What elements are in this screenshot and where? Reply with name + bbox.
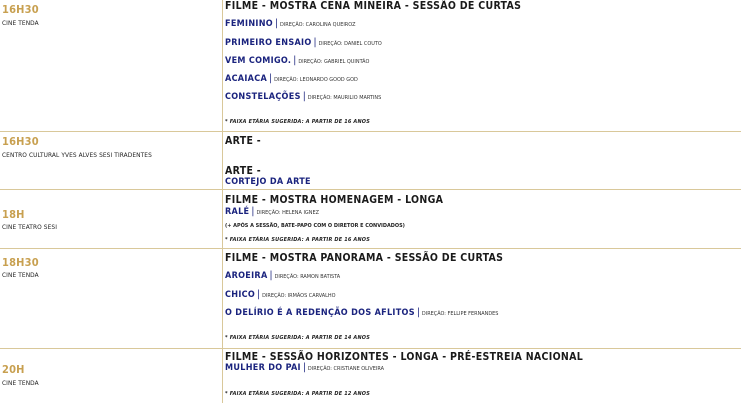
film-title-link[interactable]: VEM COMIGO. <box>225 56 292 66</box>
event-title-link[interactable]: CORTEJO DA ARTE <box>225 177 311 187</box>
session-time: 16H30 <box>2 135 39 148</box>
film-credit: DIREÇÃO: IRMÃOS CARVALHO <box>262 293 336 299</box>
film-title-link[interactable]: CHICO <box>225 290 256 300</box>
event-extra-note: (+ APÓS A SESSÃO, BATE-PAPO COM O DIRETOR E CONVIDADOS) <box>225 223 405 229</box>
session-heading: FILME - MOSTRA CENA MINEIRA - SESSÃO DE CURTAS <box>225 0 522 12</box>
session-time: 16H30 <box>2 3 39 16</box>
film-title-link[interactable]: AROEIRA <box>225 271 268 281</box>
session-time: 20H <box>2 363 25 376</box>
film-credit: DIREÇÃO: CAROLINA QUEIROZ <box>280 22 356 28</box>
session-heading: ARTE - <box>225 135 262 147</box>
session-heading: FILME - MOSTRA HOMENAGEM - LONGA <box>225 194 444 206</box>
schedule-row <box>0 132 741 190</box>
film-title-link[interactable]: ACAIACA <box>225 74 268 84</box>
film-title-link[interactable]: RALÉ <box>225 207 250 217</box>
film-entry: CONSTELAÇÕES | DIREÇÃO: MAURILIO MARTINS <box>225 91 382 102</box>
session-heading: FILME - SESSÃO HORIZONTES - LONGA - PRÉ-ESTREIA NACIONAL <box>225 351 584 363</box>
film-credit: DIREÇÃO: DANIEL COUTO <box>318 41 382 47</box>
film-credit: DIREÇÃO: MAURILIO MARTINS <box>307 95 382 101</box>
film-title-link[interactable]: O DELÍRIO É A REDENÇÃO DOS AFLITOS <box>225 308 415 318</box>
film-credit: DIREÇÃO: FELLIPE FERNANDES <box>421 311 499 317</box>
session-venue: CINE TENDA <box>2 271 39 279</box>
film-credit: DIREÇÃO: RAMON BATISTA <box>274 274 341 280</box>
film-title-link[interactable]: FEMININO <box>225 19 273 29</box>
schedule-row <box>0 0 741 132</box>
session-heading: ARTE - <box>225 165 262 177</box>
schedule-row <box>0 190 741 249</box>
session-venue: CENTRO CULTURAL YVES ALVES SESI TIRADENTES <box>2 151 152 159</box>
session-venue: CINE TENDA <box>2 19 39 27</box>
film-title-link[interactable]: CONSTELAÇÕES <box>225 92 301 102</box>
age-rating-note: * FAIXA ETÁRIA SUGERIDA: A PARTIR DE 12 ANOS <box>225 391 370 397</box>
session-time: 18H <box>2 208 25 221</box>
film-entry: VEM COMIGO. | DIREÇÃO: GABRIEL QUINTÃO <box>225 55 370 66</box>
schedule-row <box>0 249 741 349</box>
film-title-link[interactable]: PRIMEIRO ENSAIO <box>225 38 312 48</box>
film-entry: FEMININO | DIREÇÃO: CAROLINA QUEIROZ <box>225 18 356 29</box>
age-rating-note: * FAIXA ETÁRIA SUGERIDA: A PARTIR DE 16 ANOS <box>225 119 370 125</box>
schedule-row <box>0 349 741 403</box>
film-credit: DIREÇÃO: GABRIEL QUINTÃO <box>298 59 370 65</box>
age-rating-note: * FAIXA ETÁRIA SUGERIDA: A PARTIR DE 16 ANOS <box>225 237 370 243</box>
film-entry: RALÉ | DIREÇÃO: HELENA IGNEZ <box>225 206 319 217</box>
film-entry: PRIMEIRO ENSAIO | DIREÇÃO: DANIEL COUTO <box>225 37 382 48</box>
session-venue: CINE TENDA <box>2 379 39 387</box>
session-time: 18H30 <box>2 256 39 269</box>
session-venue: CINE TEATRO SESI <box>2 223 58 231</box>
film-credit: DIREÇÃO: CRISTIANE OLIVEIRA <box>307 366 384 372</box>
film-entry: AROEIRA | DIREÇÃO: RAMON BATISTA <box>225 270 341 281</box>
film-credit: DIREÇÃO: LEONARDO GOOD GOD <box>274 77 358 83</box>
age-rating-note: * FAIXA ETÁRIA SUGERIDA: A PARTIR DE 14 ANOS <box>225 335 370 341</box>
session-heading: FILME - MOSTRA PANORAMA - SESSÃO DE CURTAS <box>225 252 504 264</box>
film-entry: ACAIACA | DIREÇÃO: LEONARDO GOOD GOD <box>225 73 358 84</box>
film-credit: DIREÇÃO: HELENA IGNEZ <box>256 210 319 216</box>
film-entry: MULHER DO PAI | DIREÇÃO: CRISTIANE OLIVEIRA <box>225 362 384 373</box>
film-title-link[interactable]: MULHER DO PAI <box>225 363 301 373</box>
film-entry: O DELÍRIO É A REDENÇÃO DOS AFLITOS | DIREÇÃO: FELLIPE FERNANDES <box>225 307 499 318</box>
film-entry: CHICO | DIREÇÃO: IRMÃOS CARVALHO <box>225 289 336 300</box>
